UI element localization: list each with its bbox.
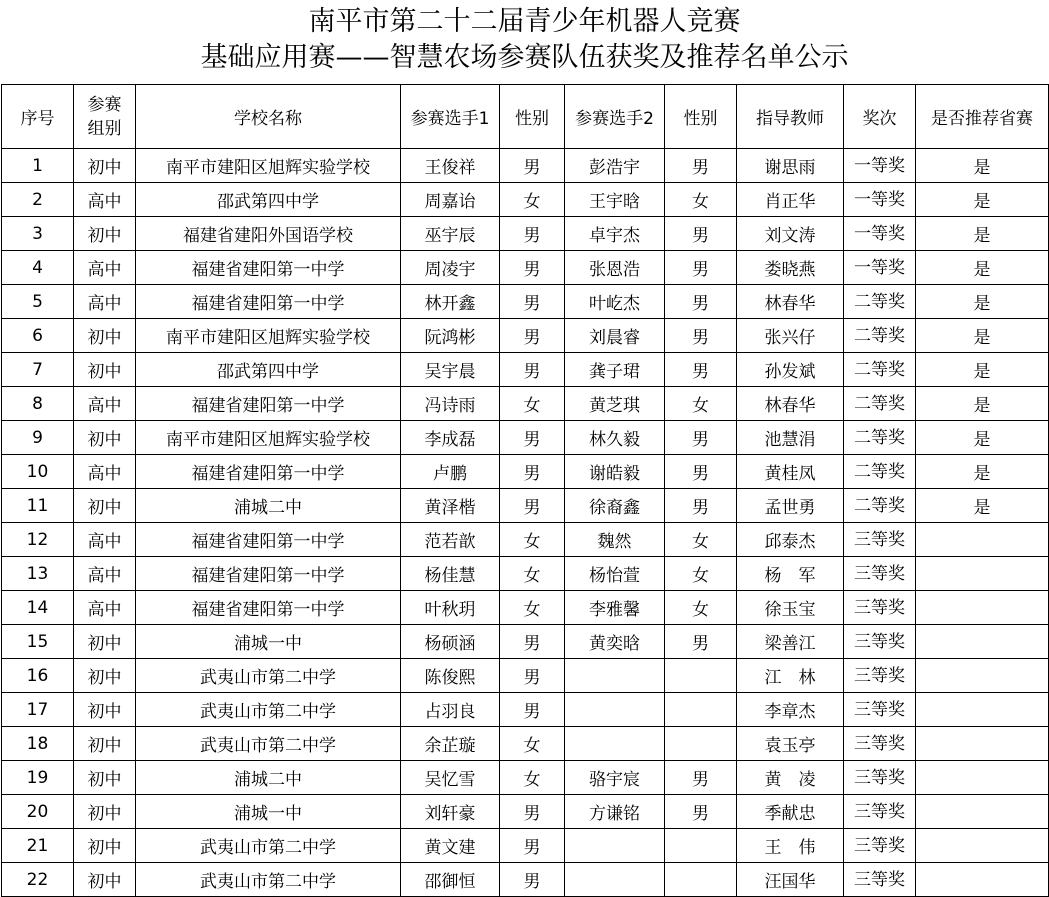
cell-award: 三等奖 [844,727,916,761]
cell-group: 初中 [74,217,136,251]
cell-teacher: 池慧涓 [737,421,844,455]
cell-player2: 王宇晗 [565,183,665,217]
cell-school: 浦城二中 [136,761,401,795]
cell-teacher: 张兴仔 [737,319,844,353]
table-row [2,795,1049,829]
cell-group: 初中 [74,795,136,829]
cell-group: 初中 [74,353,136,387]
cell-index: 14 [2,591,74,625]
cell-player2: 黄芝琪 [565,387,665,421]
cell-gender2: 女 [665,183,737,217]
cell-award: 三等奖 [844,693,916,727]
cell-group: 高中 [74,557,136,591]
table-row [2,557,1049,591]
cell-gender2: 女 [665,523,737,557]
cell-teacher: 汪国华 [737,863,844,897]
cell-teacher: 江 林 [737,659,844,693]
cell-gender1: 男 [500,217,565,251]
header-cell-player2: 参赛选手2 [565,85,665,149]
cell-player1: 吴宇晨 [401,353,500,387]
cell-gender2: 女 [665,591,737,625]
cell-index: 12 [2,523,74,557]
cell-recommend: 是 [916,319,1049,353]
header-row [2,85,1049,149]
cell-index: 21 [2,829,74,863]
cell-teacher: 黄 凌 [737,761,844,795]
cell-gender2: 男 [665,149,737,183]
table-row [2,387,1049,421]
cell-gender2 [665,659,737,693]
header-cell-player1: 参赛选手1 [401,85,500,149]
cell-player1: 周嘉诒 [401,183,500,217]
cell-recommend [916,591,1049,625]
cell-teacher: 孙发斌 [737,353,844,387]
cell-player1: 黄文建 [401,829,500,863]
cell-index: 11 [2,489,74,523]
cell-group: 高中 [74,285,136,319]
cell-recommend: 是 [916,183,1049,217]
cell-player1: 陈俊熙 [401,659,500,693]
cell-index: 1 [2,149,74,183]
cell-teacher: 梁善江 [737,625,844,659]
cell-school: 南平市建阳区旭辉实验学校 [136,149,401,183]
table-row [2,591,1049,625]
cell-award: 一等奖 [844,149,916,183]
cell-group: 初中 [74,319,136,353]
cell-index: 4 [2,251,74,285]
cell-gender2: 男 [665,285,737,319]
cell-index: 3 [2,217,74,251]
cell-index: 19 [2,761,74,795]
cell-gender2 [665,829,737,863]
cell-school: 邵武第四中学 [136,183,401,217]
cell-gender1: 男 [500,489,565,523]
cell-player2: 徐裔鑫 [565,489,665,523]
cell-group: 初中 [74,421,136,455]
cell-group: 高中 [74,183,136,217]
cell-gender1: 女 [500,557,565,591]
cell-gender1: 女 [500,183,565,217]
cell-recommend [916,829,1049,863]
cell-player1: 卢鹏 [401,455,500,489]
cell-gender2: 男 [665,353,737,387]
cell-teacher: 李章杰 [737,693,844,727]
cell-gender2 [665,727,737,761]
cell-school: 南平市建阳区旭辉实验学校 [136,319,401,353]
cell-award: 二等奖 [844,285,916,319]
header-cell-teacher: 指导教师 [737,85,844,149]
cell-player1: 刘轩豪 [401,795,500,829]
cell-gender2: 女 [665,557,737,591]
cell-school: 南平市建阳区旭辉实验学校 [136,421,401,455]
table-row [2,319,1049,353]
cell-gender1: 男 [500,319,565,353]
cell-award: 三等奖 [844,863,916,897]
cell-recommend [916,557,1049,591]
cell-recommend: 是 [916,353,1049,387]
cell-recommend: 是 [916,251,1049,285]
cell-player1: 阮鸿彬 [401,319,500,353]
cell-player1: 冯诗雨 [401,387,500,421]
cell-award: 二等奖 [844,489,916,523]
cell-award: 二等奖 [844,455,916,489]
cell-teacher: 袁玉亭 [737,727,844,761]
cell-group: 高中 [74,387,136,421]
table-row [2,421,1049,455]
cell-award: 三等奖 [844,761,916,795]
cell-player1: 杨硕涵 [401,625,500,659]
cell-recommend: 是 [916,421,1049,455]
cell-teacher: 刘文涛 [737,217,844,251]
cell-player2: 叶屹杰 [565,285,665,319]
cell-player1: 占羽良 [401,693,500,727]
cell-recommend [916,523,1049,557]
cell-recommend: 是 [916,387,1049,421]
cell-teacher: 孟世勇 [737,489,844,523]
cell-index: 16 [2,659,74,693]
cell-index: 8 [2,387,74,421]
cell-gender1: 男 [500,625,565,659]
cell-player2: 龚子珺 [565,353,665,387]
cell-school: 浦城一中 [136,795,401,829]
cell-gender2: 男 [665,421,737,455]
cell-player2: 卓宇杰 [565,217,665,251]
cell-index: 13 [2,557,74,591]
cell-player2: 谢皓毅 [565,455,665,489]
cell-player2: 黄奕晗 [565,625,665,659]
cell-player1: 周凌宇 [401,251,500,285]
cell-player2 [565,727,665,761]
cell-index: 22 [2,863,74,897]
table-row [2,659,1049,693]
header-cell-gender1: 性别 [500,85,565,149]
cell-player1: 王俊祥 [401,149,500,183]
cell-index: 17 [2,693,74,727]
cell-award: 三等奖 [844,625,916,659]
cell-player2 [565,659,665,693]
cell-player2: 杨怡萱 [565,557,665,591]
cell-recommend: 是 [916,285,1049,319]
cell-player2: 方谦铭 [565,795,665,829]
cell-player2 [565,863,665,897]
cell-award: 三等奖 [844,557,916,591]
title-line-2: 基础应用赛——智慧农场参赛队伍获奖及推荐名单公示 [200,42,849,73]
table-row [2,183,1049,217]
cell-gender1: 女 [500,523,565,557]
cell-school: 武夷山市第二中学 [136,659,401,693]
header-cell-group-text: 参赛组别 [87,94,122,139]
cell-player2: 林久毅 [565,421,665,455]
table-row [2,149,1049,183]
cell-award: 三等奖 [844,591,916,625]
header-cell-recommend: 是否推荐省赛 [916,85,1049,149]
cell-group: 初中 [74,659,136,693]
cell-gender1: 男 [500,455,565,489]
cell-player2 [565,829,665,863]
table-row [2,217,1049,251]
cell-gender2: 男 [665,455,737,489]
cell-award: 三等奖 [844,795,916,829]
cell-recommend [916,659,1049,693]
table-row [2,353,1049,387]
cell-recommend: 是 [916,489,1049,523]
cell-school: 福建省建阳第一中学 [136,523,401,557]
table-row [2,863,1049,897]
cell-recommend: 是 [916,217,1049,251]
cell-recommend [916,693,1049,727]
cell-school: 邵武第四中学 [136,353,401,387]
cell-teacher: 娄晓燕 [737,251,844,285]
cell-school: 福建省建阳第一中学 [136,591,401,625]
cell-teacher: 肖正华 [737,183,844,217]
table-row [2,625,1049,659]
cell-group: 高中 [74,455,136,489]
table-row [2,523,1049,557]
cell-recommend: 是 [916,149,1049,183]
cell-player2: 彭浩宇 [565,149,665,183]
cell-gender1: 男 [500,693,565,727]
cell-recommend [916,863,1049,897]
cell-gender1: 女 [500,387,565,421]
cell-index: 15 [2,625,74,659]
cell-school: 浦城一中 [136,625,401,659]
cell-recommend [916,761,1049,795]
cell-recommend: 是 [916,455,1049,489]
cell-award: 三等奖 [844,829,916,863]
cell-school: 武夷山市第二中学 [136,863,401,897]
cell-school: 福建省建阳第一中学 [136,285,401,319]
cell-index: 18 [2,727,74,761]
cell-gender1: 男 [500,421,565,455]
table-row [2,829,1049,863]
table-row [2,693,1049,727]
table-row [2,455,1049,489]
cell-recommend [916,795,1049,829]
cell-gender1: 男 [500,829,565,863]
cell-index: 10 [2,455,74,489]
cell-gender2: 男 [665,625,737,659]
title-block [0,0,1049,84]
cell-gender1: 女 [500,761,565,795]
cell-award: 一等奖 [844,183,916,217]
header-cell-group [74,85,136,149]
cell-group: 初中 [74,149,136,183]
cell-teacher: 杨 军 [737,557,844,591]
cell-school: 福建省建阳第一中学 [136,455,401,489]
cell-group: 高中 [74,251,136,285]
cell-school: 福建省建阳第一中学 [136,387,401,421]
cell-player1: 邵御恒 [401,863,500,897]
cell-index: 2 [2,183,74,217]
cell-gender2 [665,693,737,727]
table-row [2,251,1049,285]
cell-award: 一等奖 [844,251,916,285]
cell-gender1: 女 [500,591,565,625]
cell-award: 三等奖 [844,659,916,693]
cell-group: 初中 [74,727,136,761]
cell-award: 二等奖 [844,421,916,455]
cell-teacher: 黄桂凤 [737,455,844,489]
table-row [2,285,1049,319]
cell-gender1: 男 [500,149,565,183]
cell-teacher: 林春华 [737,387,844,421]
cell-index: 5 [2,285,74,319]
cell-gender1: 男 [500,795,565,829]
table-row [2,727,1049,761]
cell-award: 二等奖 [844,387,916,421]
cell-gender1: 男 [500,863,565,897]
cell-award: 二等奖 [844,353,916,387]
cell-gender2: 男 [665,217,737,251]
cell-recommend [916,727,1049,761]
cell-player1: 李成磊 [401,421,500,455]
cell-gender2: 男 [665,761,737,795]
cell-player1: 吴忆雪 [401,761,500,795]
cell-gender2: 男 [665,319,737,353]
cell-gender1: 男 [500,285,565,319]
cell-index: 6 [2,319,74,353]
cell-player1: 范若歆 [401,523,500,557]
cell-group: 初中 [74,625,136,659]
cell-player1: 巫宇辰 [401,217,500,251]
cell-school: 浦城二中 [136,489,401,523]
cell-teacher: 邱泰杰 [737,523,844,557]
cell-group: 初中 [74,693,136,727]
cell-teacher: 谢思雨 [737,149,844,183]
cell-player2: 张恩浩 [565,251,665,285]
cell-gender2: 男 [665,489,737,523]
cell-school: 福建省建阳外国语学校 [136,217,401,251]
header-cell-index: 序号 [2,85,74,149]
cell-gender2: 女 [665,387,737,421]
cell-player1: 黄泽楷 [401,489,500,523]
cell-index: 20 [2,795,74,829]
cell-player1: 林开鑫 [401,285,500,319]
cell-gender2: 男 [665,251,737,285]
cell-player2: 刘晨睿 [565,319,665,353]
award-table [1,84,1049,897]
cell-award: 一等奖 [844,217,916,251]
cell-teacher: 王 伟 [737,829,844,863]
cell-player2: 骆宇宸 [565,761,665,795]
cell-group: 初中 [74,863,136,897]
title-line-1: 南平市第二十二届青少年机器人竞赛 [308,6,741,37]
cell-teacher: 徐玉宝 [737,591,844,625]
cell-group: 初中 [74,829,136,863]
cell-school: 福建省建阳第一中学 [136,557,401,591]
table-row [2,489,1049,523]
cell-school: 武夷山市第二中学 [136,829,401,863]
cell-gender1: 男 [500,251,565,285]
cell-player1: 余芷璇 [401,727,500,761]
cell-award: 二等奖 [844,319,916,353]
header-cell-award: 奖次 [844,85,916,149]
cell-player2: 李雅馨 [565,591,665,625]
cell-group: 高中 [74,591,136,625]
cell-gender2 [665,863,737,897]
cell-school: 武夷山市第二中学 [136,693,401,727]
cell-index: 9 [2,421,74,455]
cell-recommend [916,625,1049,659]
header-cell-gender2: 性别 [665,85,737,149]
table-row [2,761,1049,795]
cell-index: 7 [2,353,74,387]
cell-player1: 杨佳慧 [401,557,500,591]
cell-gender1: 女 [500,727,565,761]
cell-school: 福建省建阳第一中学 [136,251,401,285]
header-cell-school: 学校名称 [136,85,401,149]
cell-player2: 魏然 [565,523,665,557]
cell-school: 武夷山市第二中学 [136,727,401,761]
cell-gender2: 男 [665,795,737,829]
cell-gender1: 男 [500,353,565,387]
cell-group: 初中 [74,761,136,795]
cell-teacher: 林春华 [737,285,844,319]
cell-group: 初中 [74,489,136,523]
cell-teacher: 季献忠 [737,795,844,829]
cell-award: 三等奖 [844,523,916,557]
cell-group: 高中 [74,523,136,557]
cell-player2 [565,693,665,727]
cell-player1: 叶秋玥 [401,591,500,625]
cell-gender1: 男 [500,659,565,693]
